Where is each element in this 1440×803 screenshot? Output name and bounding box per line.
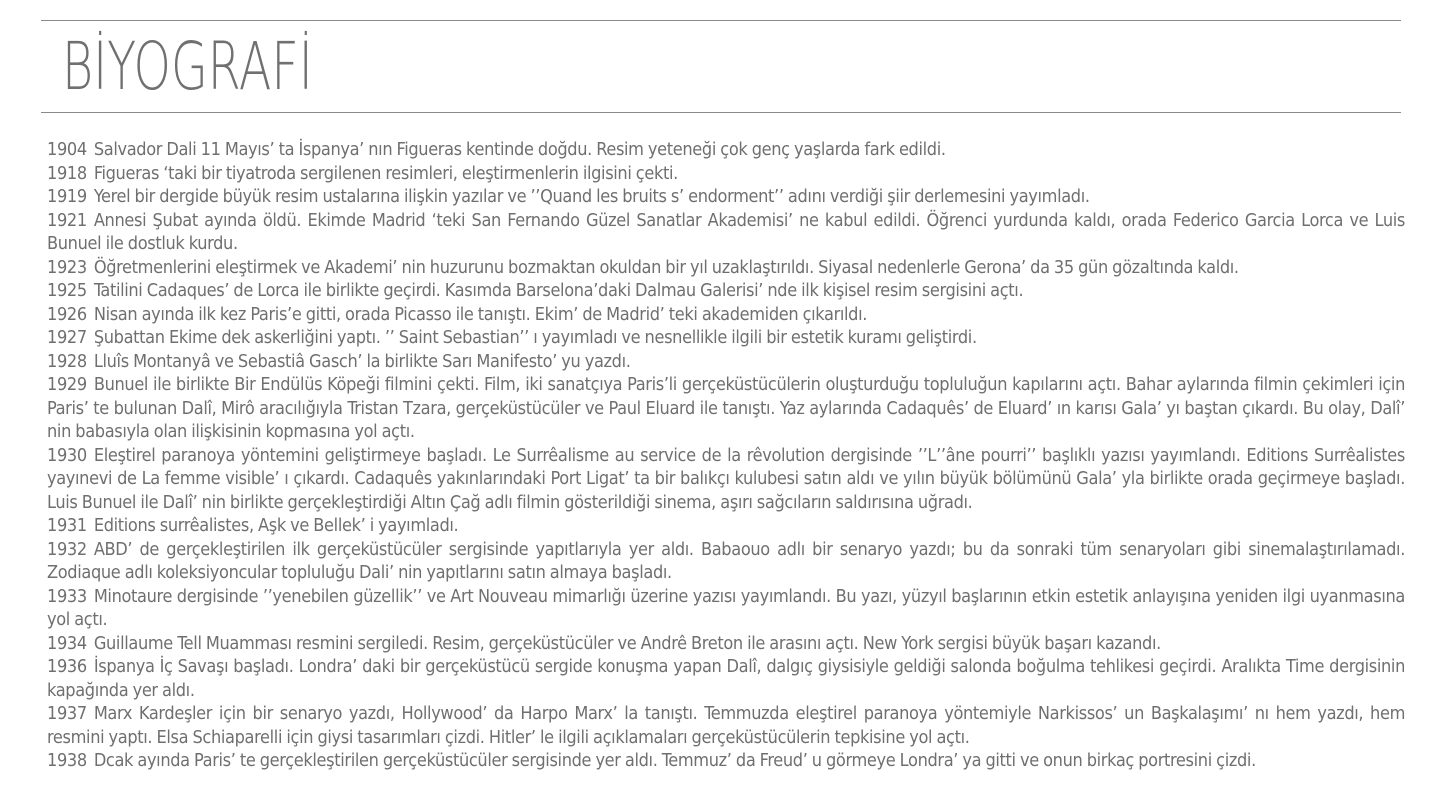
- timeline-entry: [47, 585, 1405, 632]
- entry-text: Guillaume Tell Muamması resmini sergiledi. Resim, gerçeküstücüler ve Andrê Breton ile arasını açtı. New York sergisi büyük başarı kazandı.: [93, 632, 1161, 654]
- entry-text: Salvador Dali 11 Mayıs’ ta İspanya’ nın Figueras kentinde doğdu. Resim yeteneği çok genç yaşlarda fark edildi.: [93, 139, 946, 160]
- timeline-entry: [47, 538, 1405, 585]
- entry-year: 1921: [47, 209, 87, 231]
- timeline-entry: [47, 279, 1405, 303]
- timeline-entry: [47, 303, 1405, 327]
- timeline-entry: [47, 326, 1405, 350]
- entry-year: 1932: [47, 538, 87, 560]
- entry-year: 1927: [47, 327, 87, 348]
- timeline-entry: [47, 138, 1405, 162]
- timeline-entry: [47, 444, 1405, 515]
- entry-text: Editions surrêalistes, Aşk ve Bellek’ i yayımladı.: [93, 515, 459, 536]
- entry-text: Figueras ‘taki bir tiyatroda sergilenen resimleri, eleştirmenlerin ilgisini çekti.: [93, 162, 678, 184]
- timeline-entry: [47, 256, 1405, 280]
- title-divider: [41, 112, 1401, 113]
- timeline-entry: [47, 350, 1405, 374]
- entry-text: Dcak ayında Paris’ te gerçekleştirilen gerçeküstücüler sergisinde yer aldı. Temmuz’ da Freud’ u görmeye Londra’ ya gitti ve onun birkaç portresini çizdi.: [93, 750, 1256, 771]
- timeline-entry: [47, 373, 1405, 444]
- entry-text: Minotaure dergisinde ’’yenebilen güzellik’’ ve Art Nouveau mimarlığı üzerine yazısı yayımlandı. Bu yazı, yüzyıl başlarının etkin estetik anlayışına yeniden ilgi uyanmasına yol açtı.: [47, 585, 1405, 630]
- entry-year: 1928: [47, 350, 87, 372]
- entry-text: Lluîs Montanyâ ve Sebastiâ Gasch’ la birlikte Sarı Manifesto’ yu yazdı.: [93, 350, 631, 372]
- entry-text: Nisan ayında ilk kez Paris’e gitti, orada Picasso ile tanıştı. Ekim’ de Madrid’ teki akademiden çıkarıldı.: [93, 303, 868, 325]
- entry-text: ABD’ de gerçekleştirilen ilk gerçeküstücüler sergisinde yapıtlarıyla yer aldı. Babaouo adlı bir senaryo yazdı; bu da sonraki tüm senaryoları gibi sinemalaştırılamadı. Zodiaque adlı koleksiyoncular topluluğu Dali’ nin yapıtlarını satın almaya başladı.: [47, 538, 1405, 583]
- timeline-entry: [47, 514, 1405, 538]
- page-title: BİYOGRAFİ: [62, 28, 313, 105]
- entry-year: 1933: [47, 585, 87, 607]
- timeline-entry: [47, 632, 1405, 656]
- entry-text: İspanya İç Savaşı başladı. Londra’ daki bir gerçeküstücü sergide konuşma yapan Dalî, dalgıç giysisiyle geldiği salonda boğulma tehlikesi geçirdi. Aralıkta Time dergisinin kapağında yer aldı.: [47, 656, 1405, 701]
- biography-timeline: [47, 138, 1405, 773]
- entry-year: 1931: [47, 515, 87, 536]
- top-divider: [41, 20, 1401, 21]
- entry-year: 1936: [47, 656, 87, 677]
- entry-year: 1925: [47, 280, 87, 301]
- entry-text: Şubattan Ekime dek askerliğini yaptı. ’’ Saint Sebastian’’ ı yayımladı ve nesnellikle ilgili bir estetik kuramı geliştirdi.: [93, 327, 977, 348]
- entry-text: Annesi Şubat ayında öldü. Ekimde Madrid ‘teki San Fernando Güzel Sanatlar Akademisi’ ne kabul edildi. Öğrenci yurdunda kaldı, orada Federico Garcia Lorca ve Luis Bunuel ile dostluk kurdu.: [47, 209, 1405, 254]
- entry-year: 1926: [47, 303, 87, 325]
- entry-year: 1934: [47, 632, 87, 654]
- entry-year: 1929: [47, 374, 87, 395]
- entry-text: Tatilini Cadaques’ de Lorca ile birlikte geçirdi. Kasımda Barselona’daki Dalmau Galerisi’ nde ilk kişisel resim sergisini açtı.: [93, 280, 1024, 301]
- entry-year: 1938: [47, 750, 87, 771]
- timeline-entry: [47, 655, 1405, 702]
- timeline-entry: [47, 162, 1405, 186]
- entry-year: 1923: [47, 256, 87, 278]
- entry-text: Öğretmenlerini eleştirmek ve Akademi’ nin huzurunu bozmaktan okuldan bir yıl uzaklaştırıldı. Siyasal nedenlerle Gerona’ da 35 gün gözaltında kaldı.: [93, 256, 1239, 278]
- timeline-entry: [47, 749, 1405, 773]
- entry-year: 1930: [47, 444, 87, 466]
- entry-year: 1904: [47, 139, 87, 160]
- entry-text: Bunuel ile birlikte Bir Endülüs Köpeği filmini çekti. Film, iki sanatçıya Paris’li gerçeküstücülerin oluşturduğu topluluğun kapılarını açtı. Bahar aylarında filmin çekimleri için Paris’ te bulunan Dalî, Mirô aracılığıyla Tristan Tzara, gerçeküstücüler ve Paul Eluard ile tanıştı. Yaz aylarında Cadaquês’ de Eluard’ ın karısı Gala’ yı baştan çıkardı. Bu olay, Dalî’ nin babasıyla olan ilişkisinin kopmasına yol açtı.: [47, 374, 1405, 442]
- entry-year: 1918: [47, 162, 87, 184]
- entry-year: 1937: [47, 703, 87, 724]
- entry-text: Marx Kardeşler için bir senaryo yazdı, Hollywood’ da Harpo Marx’ la tanıştı. Temmuzda eleştirel paranoya yöntemiyle Narkissos’ un Başkalaşımı’ nı hem yazdı, hem resmini yaptı. Elsa Schiaparelli için giysi tasarımları çizdi. Hitler’ le ilgili açıklamaları gerçeküstücülerin tepkisine yol açtı.: [47, 703, 1405, 748]
- timeline-entry: [47, 185, 1405, 209]
- timeline-entry: [47, 209, 1405, 256]
- entry-year: 1919: [47, 186, 87, 207]
- entry-text: Eleştirel paranoya yöntemini geliştirmeye başladı. Le Surrêalisme au service de la rêvolution dergisinde ’’L’’âne pourri’’ başlıklı yazısı yayımlandı. Editions Surrêalistes yayınevi de La femme visible’ ı çıkardı. Cadaquês yakınlarındaki Port Ligat’ ta bir balıkçı kulubesi satın aldı ve yılın büyük bölümünü Gala’ yla birlikte orada geçirmeye başladı. Luis Bunuel ile Dalî’ nin birlikte gerçekleştirdiği Altın Çağ adlı filmin gösterildiği sinema, aşırı sağcıların saldırısına uğradı.: [47, 444, 1405, 513]
- entry-text: Yerel bir dergide büyük resim ustalarına ilişkin yazılar ve ’’Quand les bruits s’ endorment’’ adını verdiği şiir derlemesini yayımladı.: [93, 186, 1090, 207]
- timeline-entry: [47, 702, 1405, 749]
